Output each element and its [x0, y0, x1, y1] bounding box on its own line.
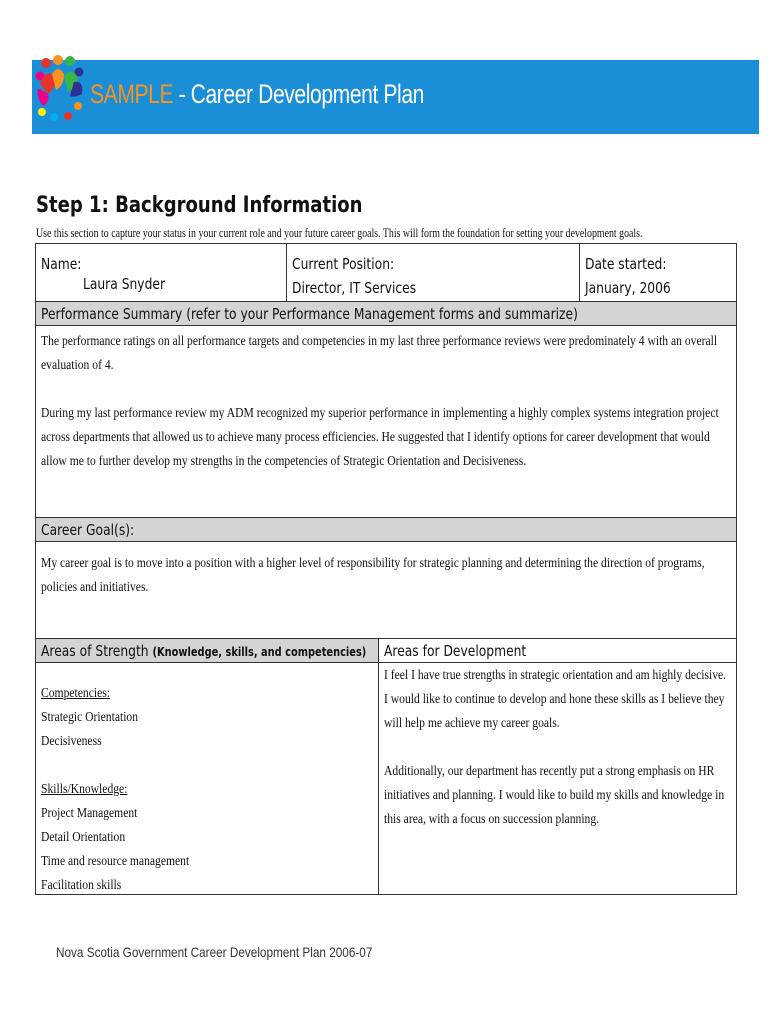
career-heading-row [36, 518, 736, 542]
background-form [35, 243, 737, 895]
career-goal-text: My career goal is to move into a position with a higher level of responsibility for strategic planning and determining the direction of programs, policies and initiatives. [41, 555, 705, 594]
footer-text: Nova Scotia Government Career Development Plan 2006-07 [56, 944, 373, 960]
position-value: Director, IT Services [292, 279, 417, 297]
skill-item: Facilitation skills [41, 877, 122, 892]
performance-paragraph-2: During my last performance review my ADM recognized my superior performance in implementing a highly complex systems integration project across departments that allowed us to achieve many process efficiencies. He suggested that I identify options for career development that would allow me to further develop my strengths in the competencies of Strategic Orientation and Decisiveness. [41, 405, 719, 468]
name-label: Name: [41, 255, 82, 273]
date-value: January, 2006 [585, 279, 671, 297]
performance-body-row [36, 326, 736, 518]
areas-heading-row [36, 639, 736, 663]
date-label: Date started: [585, 255, 667, 273]
competencies-label: Competencies: [41, 685, 111, 700]
people-logo-icon [34, 54, 86, 124]
skill-item: Detail Orientation [41, 829, 126, 844]
date-cell [580, 244, 736, 301]
development-paragraph-2: Additionally, our department has recently put a strong emphasis on HR initiatives and planning. I would like to build my skills and knowledge in this area, with a focus on succession planning. [384, 763, 725, 826]
name-value: Laura Snyder [83, 275, 166, 293]
competency-item: Decisiveness [41, 733, 102, 748]
career-heading: Career Goal(s): [41, 521, 135, 539]
competency-item: Strategic Orientation [41, 709, 139, 724]
development-cell [379, 663, 736, 894]
development-paragraph-1: I feel I have true strengths in strategic orientation and am highly decisive. I would like to continue to develop and hone these skills as I believe they will help me achieve my career goals. [384, 667, 727, 730]
page-title: SAMPLE - Career Development Plan [90, 79, 424, 109]
career-body-row [36, 542, 736, 639]
position-label: Current Position: [292, 255, 395, 273]
areas-body-row [36, 663, 736, 895]
name-cell [36, 244, 287, 301]
performance-heading: Performance Summary (refer to your Performance Management forms and summarize) [41, 305, 578, 323]
strengths-heading: Areas of Strength (Knowledge, skills, and competencies) [41, 642, 367, 660]
performance-heading-row [36, 302, 736, 326]
header-banner [32, 60, 759, 134]
skill-item: Project Management [41, 805, 138, 820]
development-heading: Areas for Development [384, 642, 527, 660]
background-row [36, 244, 736, 302]
skills-label: Skills/Knowledge: [41, 781, 128, 796]
step-title: Step 1: Background Information [36, 193, 363, 218]
position-cell [287, 244, 580, 301]
step-description: Use this section to capture your status in your current role and your future career goals. This will form the foundation for setting your development goals. [36, 225, 643, 240]
strengths-cell [36, 663, 379, 894]
skill-item: Time and resource management [41, 853, 190, 868]
performance-paragraph-1: The performance ratings on all performance targets and competencies in my last three performance reviews were predominately 4 with an overall evaluation of 4. [41, 333, 718, 372]
